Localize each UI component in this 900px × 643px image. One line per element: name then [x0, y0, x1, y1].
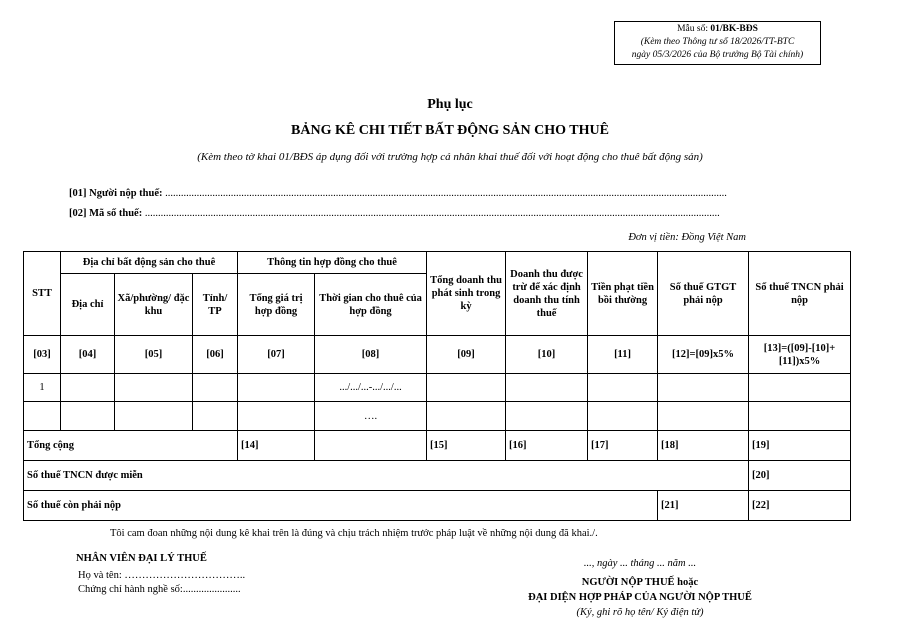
code-cell: [10]	[506, 336, 588, 374]
currency-unit: Đơn vị tiền: Đồng Việt Nam	[628, 232, 746, 243]
cell-penalty[interactable]	[588, 402, 658, 431]
code-cell: [13]=([09]-[10]+[11])x5%	[749, 336, 851, 374]
row-stt: 1	[24, 374, 61, 402]
header-vat: Số thuế GTGT phải nộp	[658, 252, 749, 336]
cell-vat[interactable]	[658, 374, 749, 402]
appendix-title: Phụ lục	[427, 97, 473, 112]
cell-contract-period[interactable]: ….	[315, 402, 427, 431]
header-pit: Số thuế TNCN phải nộp	[749, 252, 851, 336]
code-cell: [07]	[238, 336, 315, 374]
remaining-row	[24, 491, 851, 521]
code-cell: [03]	[24, 336, 61, 374]
agent-cert-line: Chứng chỉ hành nghề số:......................	[78, 584, 241, 595]
header-contract-period: Thời gian cho thuê của hợp đồng	[315, 274, 427, 336]
code-cell: [15]	[427, 431, 506, 461]
header-contract-value: Tổng giá trị hợp đồng	[238, 274, 315, 336]
exempt-row	[24, 461, 851, 491]
page-title: BẢNG KÊ CHI TIẾT BẤT ĐỘNG SẢN CHO THUÊ	[291, 123, 609, 138]
cell-revenue[interactable]	[427, 402, 506, 431]
code-cell: [08]	[315, 336, 427, 374]
page-subtitle: (Kèm theo tờ khai 01/BĐS áp dụng đối với trường hợp cá nhân khai thuế đối với hoạt động cho thuê bất động sản)	[197, 151, 703, 163]
header-revenue: Tổng doanh thu phát sinh trong kỳ	[427, 252, 506, 336]
cell-contract-value[interactable]	[238, 402, 315, 431]
header-contract-group: Thông tin hợp đồng cho thuê	[238, 252, 427, 274]
remaining-label: Số thuế còn phải nộp	[24, 491, 658, 521]
cell-province[interactable]	[193, 374, 238, 402]
code-cell: [16]	[506, 431, 588, 461]
code-cell: [18]	[658, 431, 749, 461]
signature-note: (Ký, ghi rõ họ tên/ Ký điện tử)	[576, 607, 704, 618]
code-cell: [05]	[115, 336, 193, 374]
pledge-statement: Tôi cam đoan những nội dung kê khai trên là đúng và chịu trách nhiệm trước pháp luật về những nội dung đã khai./.	[110, 528, 598, 539]
table-row	[24, 374, 851, 402]
total-row	[24, 431, 851, 461]
rental-property-table	[23, 251, 851, 521]
code-cell: [09]	[427, 336, 506, 374]
cell-ward[interactable]	[115, 402, 193, 431]
header-address: Địa chỉ	[61, 274, 115, 336]
code-cell: [11]	[588, 336, 658, 374]
cell-vat[interactable]	[658, 402, 749, 431]
tax-id-line	[69, 208, 809, 219]
cell-address[interactable]	[61, 374, 115, 402]
code-cell: [06]	[193, 336, 238, 374]
cell-address[interactable]	[61, 402, 115, 431]
agent-name-line: Họ và tên: ……………………………..	[78, 570, 246, 581]
total-label: Tổng cộng	[24, 431, 238, 461]
cell-deductible[interactable]	[506, 374, 588, 402]
form-number-label: Mẫu số:	[677, 24, 711, 34]
code-cell: [17]	[588, 431, 658, 461]
cell-revenue[interactable]	[427, 374, 506, 402]
header-ward: Xã/phường/ đặc khu	[115, 274, 193, 336]
cell-contract-value[interactable]	[238, 374, 315, 402]
code-cell: [12]=[09]x5%	[658, 336, 749, 374]
taxpayer-field[interactable]: ......................................................................................................................................................................................................................	[165, 188, 727, 199]
header-deductible: Doanh thu được trừ để xác định doanh thu tính thuế	[506, 252, 588, 336]
tax-id-label: [02] Mã số thuế:	[69, 208, 143, 219]
taxpayer-label: [01] Người nộp thuế:	[69, 188, 163, 199]
cell-pit[interactable]	[749, 402, 851, 431]
cell-penalty[interactable]	[588, 374, 658, 402]
cell-deductible[interactable]	[506, 402, 588, 431]
tax-id-field[interactable]: ...........................................................................................................................................................................................................................	[144, 208, 720, 219]
code-cell: [21]	[658, 491, 749, 521]
form-number-box	[614, 21, 821, 65]
form-number-code: 01/BK-BĐS	[710, 24, 758, 34]
cell-pit[interactable]	[749, 374, 851, 402]
agent-title: NHÂN VIÊN ĐẠI LÝ THUẾ	[76, 553, 207, 564]
table-row	[24, 402, 851, 431]
header-penalty: Tiền phạt tiền bồi thường	[588, 252, 658, 336]
header-address-group: Địa chỉ bất động sản cho thuê	[61, 252, 238, 274]
cell-blank	[315, 431, 427, 461]
form-circular-date: ngày 05/3/2026 của Bộ trưởng Bộ Tài chính)	[631, 50, 804, 60]
code-cell: [04]	[61, 336, 115, 374]
header-stt: STT	[24, 252, 61, 336]
code-cell: [19]	[749, 431, 851, 461]
cell-ward[interactable]	[115, 374, 193, 402]
code-cell: [22]	[749, 491, 851, 521]
signer-title-2: ĐẠI DIỆN HỢP PHÁP CỦA NGƯỜI NỘP THUẾ	[528, 592, 752, 603]
taxpayer-line	[69, 188, 809, 199]
exempt-label: Số thuế TNCN được miễn	[24, 461, 749, 491]
cell-province[interactable]	[193, 402, 238, 431]
code-cell: [20]	[749, 461, 851, 491]
sign-date-line: ..., ngày ... tháng ... năm ...	[583, 558, 697, 569]
signer-title-1: NGƯỜI NỘP THUẾ hoặc	[581, 577, 699, 588]
header-province: Tỉnh/ TP	[193, 274, 238, 336]
code-cell: [14]	[238, 431, 315, 461]
form-circular-ref: (Kèm theo Thông tư số 18/2026/TT-BTC	[640, 37, 795, 47]
row-stt	[24, 402, 61, 431]
cell-contract-period[interactable]: .../.../...-.../.../...	[315, 374, 427, 402]
